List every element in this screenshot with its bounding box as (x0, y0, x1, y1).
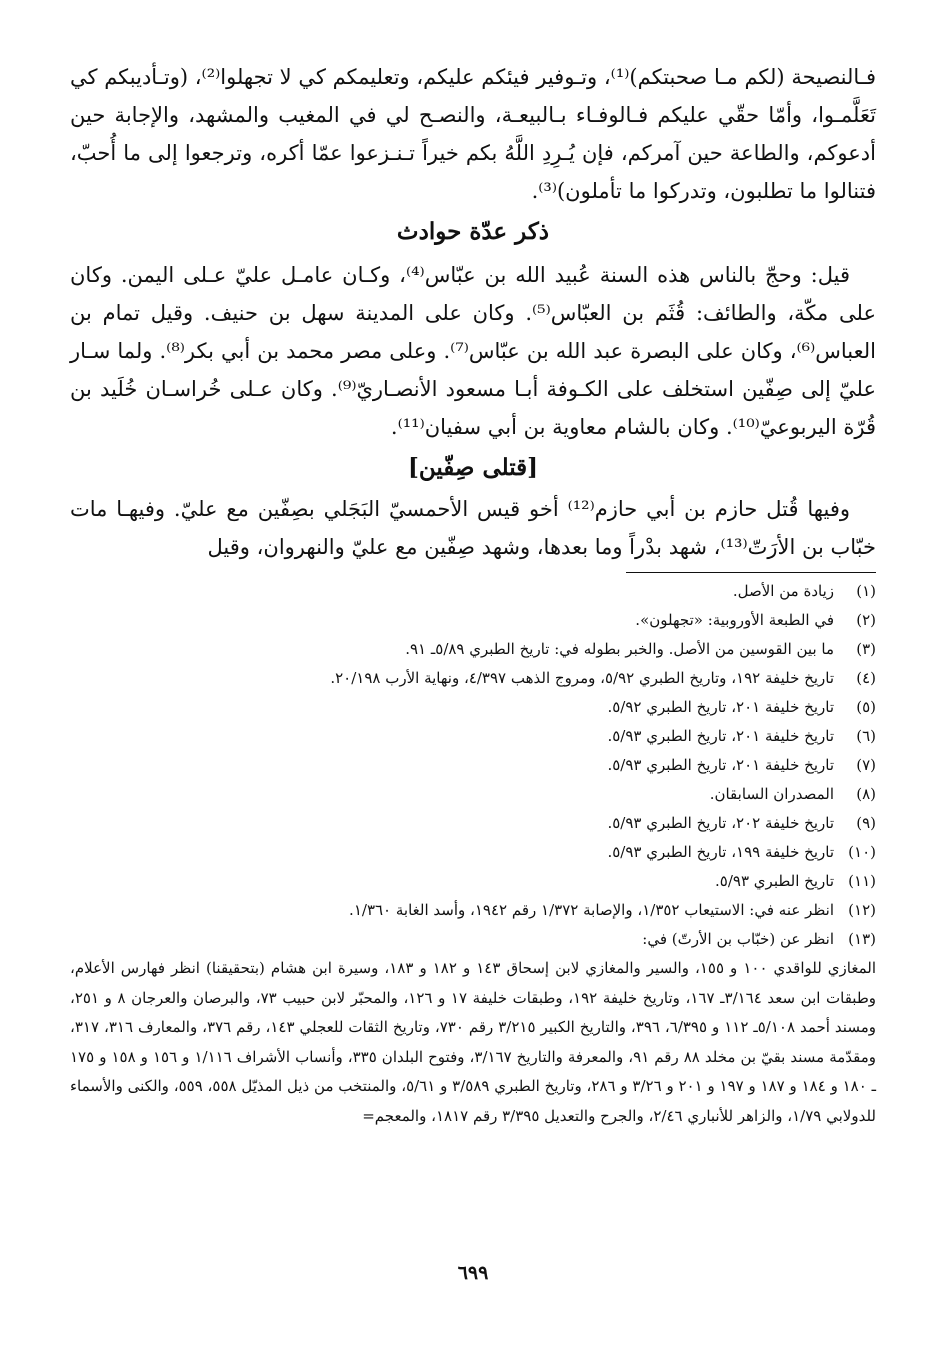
footnotes-list (70, 577, 876, 954)
footnote-number: (٩) (856, 814, 876, 832)
footnote-item (70, 896, 876, 925)
footnote-text: المصدران السابقان. (709, 785, 834, 803)
footnote-text: زيادة من الأصل. (732, 582, 834, 600)
footnote-text: انظر عن (خبّاب بن الأرتّ) في: (642, 930, 834, 948)
footnote-item (70, 809, 876, 838)
page-number: ٦٩٩ (457, 1262, 489, 1284)
footnote-text: تاريخ خليفة ٢٠١، تاريخ الطبري ٥/٩٣. (607, 756, 834, 774)
footnote-item (70, 606, 876, 635)
footnote-item (70, 751, 876, 780)
footnote-item (70, 577, 876, 606)
footnote-item (70, 635, 876, 664)
footnote-item (70, 838, 876, 867)
footnote-number: (٥) (856, 698, 876, 716)
footnote-text: تاريخ خليفة ١٩٢، وتاريخ الطبري ٥/٩٢، ومروج الذهب ٤/٣٩٧، ونهاية الأرب ٢٠/١٩٨. (330, 669, 834, 687)
paragraph-advice: فـالنصيحة (لكم مـا صحبتكم)⁽¹⁾، وتـوفير فيئكم عليكم، وتعليمكم كي لا تجهلوا⁽²⁾، (وتـأديبكم كي تَعَلَّمـوا، وأمّا حقّي عليكم فـالوفـاء بـالبيعـة، والنصـح لي في المغيب والمشهد، والإجابة حين أدعوكم، والطاعة حين آمركم، فإن يُـرِدِ اللَّهُ بكم خيراً تـنـزعوا عمّا أكره، وترجعوا إلى ما أُحبّ، فتنالوا ما تطلبون، وتدركوا ما تأملون)⁽³⁾. (70, 65, 877, 203)
footnote-text: تاريخ خليفة ١٩٩، تاريخ الطبري ٥/٩٣. (607, 843, 834, 861)
footnote-number: (٦) (856, 727, 876, 745)
footnote-text: تاريخ خليفة ٢٠٢، تاريخ الطبري ٥/٩٣. (607, 814, 834, 832)
footnote-item (70, 925, 876, 954)
paragraph-siffin: وفيها قُتل حازم بن أبي حازم⁽¹²⁾ أخو قيس الأحمسيّ البَجَلي بصِفّين مع عليّ. وفيهـا مات خبّاب بن الأرَتّ⁽¹³⁾، شهد بدْراً وما بعدها، وشهد صِفّين مع عليّ والنهروان، وقيل (70, 497, 876, 559)
footnote-item (70, 693, 876, 722)
paragraph-governors: قيل: وحجّ بالناس هذه السنة عُبيد الله بن عبّاس⁽⁴⁾، وكـان عامـل عليّ عـلى اليمن. وكان على مكّة، والطائف: قُثَم بن العبّاس⁽⁵⁾. وكان على المدينة سهل بن حنيف. وقيل تمام بن العباس⁽⁶⁾، وكان على البصرة عبد الله بن عبّاس⁽⁷⁾. وعلى مصر محمد بن أبي بكر⁽⁸⁾. ولما سـار عليّ إلى صِفّين استخلف على الكـوفة أبـا مسعود الأنصـاريّ⁽⁹⁾. وكان عـلى خُراسـان خُلَيد بن قُرّة اليربوعيّ⁽¹⁰⁾. وكان بالشام معاوية بن أبي سفيان⁽¹¹⁾. (70, 263, 876, 439)
footnote-number: (١) (856, 582, 876, 600)
footnote-text: تاريخ خليفة ٢٠١، تاريخ الطبري ٥/٩٣. (607, 727, 834, 745)
footnote-item (70, 867, 876, 896)
footnote-text: انظر عنه في: الاستيعاب ١/٣٥٢، والإصابة ١/٣٧٢ رقم ١٩٤٢، وأسد الغابة ١/٣٦٠. (349, 901, 834, 919)
footnote-13-sources: المغازي للواقدي ١٠٠ و ١٥٥، والسير والمغازي لابن إسحاق ١٤٣ و ١٨٢ و ١٨٣، وسيرة ابن هشام (بتحقيقنا) انظر فهارس الأعلام، وطبقات ابن سعد ٣/١٦٤ـ ١٦٧، وتاريخ خليفة ١٩٢، وطبقات خليفة ١٧ و ١٢٦، والمحبّر لابن حبيب ٧٣، والبرصان والعرجان ٨ و ٢٥١، ومسند أحمد ٥/١٠٨ـ ١١٢ و ٦/٣٩٥، ٣٩٦، والتاريخ الكبير ٣/٢١٥ رقم ٧٣٠، وتاريخ الثقات للعجلي ١٤٣، رقم ٣٧٦، والمعارف ٣١٦، ٣١٧، ومقدّمة مسند بقيّ بن مخلد ٨٨ رقم ٩١، والمعرفة والتاريخ ٣/١٦٧، وفتوح البلدان ٣٣٥، وأنساب الأشراف ١/١١٦ و ١٥٦ و ١٥٨ و ١٧٥ ـ ١٨٠ و ١٨٤ و ١٨٧ و ١٩٧ و ٢٠١ و ٣/٢٦ و ٢٨٦، وتاريخ الطبري ٣/٥٨٩ و ٥/٦١، والمنتخب من ذيل المذيّل ٥٥٨، ٥٥٩، والكنى والأسماء للدولابي ١/٧٩، والزاهر للأنباري ٢/٤٦، والجرح والتعديل ٣/٣٩٥ رقم ١٨١٧، والمعجم= (70, 959, 877, 1125)
footnote-number: (١٣) (848, 930, 876, 948)
footnote-text: تاريخ خليفة ٢٠١، تاريخ الطبري ٥/٩٢. (607, 698, 834, 716)
section-heading-events: ذكر عدّة حوادث (396, 218, 550, 245)
footnote-number: (٢) (856, 611, 876, 629)
footnote-number: (١٠) (848, 843, 876, 861)
footnote-number: (٣) (856, 640, 876, 658)
footnote-number: (٨) (856, 785, 876, 803)
footnote-number: (١١) (848, 872, 876, 890)
footnote-item (70, 722, 876, 751)
footnote-number: (٧) (856, 756, 876, 774)
footnote-number: (١٢) (848, 901, 876, 919)
footnote-item (70, 780, 876, 809)
footnote-text: ما بين القوسين من الأصل. والخبر بطوله في: تاريخ الطبري ٥/٨٩ـ ٩١. (405, 640, 834, 658)
footnote-text: تاريخ الطبري ٥/٩٣. (715, 872, 834, 890)
footnote-item (70, 664, 876, 693)
section-heading-siffin-dead: [قتلى صِفّين] (407, 454, 539, 481)
footnote-separator (626, 572, 876, 573)
footnote-number: (٤) (856, 669, 876, 687)
page-body (70, 58, 876, 1131)
footnote-text: في الطبعة الأوروبية: «تجهلون». (635, 611, 834, 629)
